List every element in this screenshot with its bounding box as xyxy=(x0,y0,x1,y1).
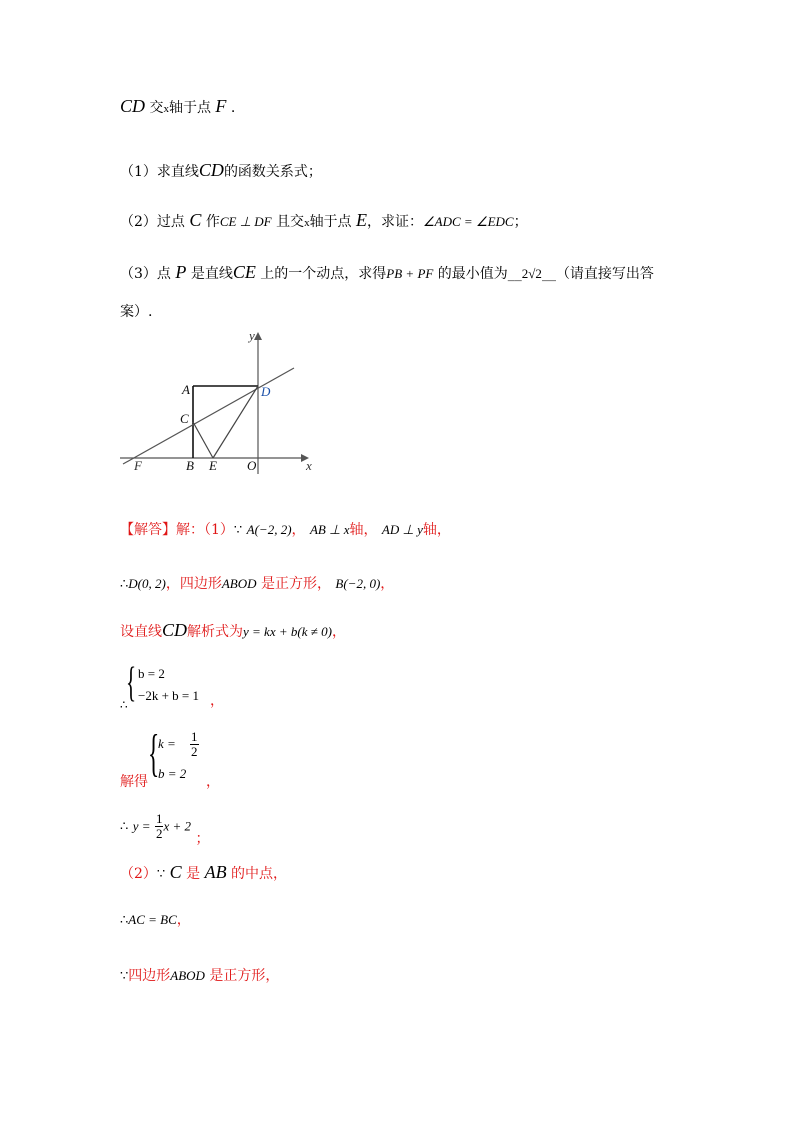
segment-ce xyxy=(193,422,213,458)
q1-label: （1）求直线 xyxy=(120,164,199,180)
therefore-symbol: ∴ xyxy=(120,912,129,927)
therefore-symbol: ∴ xyxy=(120,818,129,834)
segment-cd: CD xyxy=(120,96,146,116)
axis-text: 轴， xyxy=(349,522,378,538)
question-3 xyxy=(120,262,654,284)
comma: ， xyxy=(380,576,395,592)
equation-row: −2k + b = 1 xyxy=(138,688,199,703)
point-f: F xyxy=(215,96,227,116)
solution-line-3 xyxy=(120,620,346,642)
comma: ， xyxy=(176,912,191,928)
set-line-text: 设直线 xyxy=(120,624,162,640)
result-lhs: y = xyxy=(132,818,151,834)
part2-line-3 xyxy=(120,966,279,986)
q2-make: 作 xyxy=(205,214,220,230)
quad-abod: ABOD xyxy=(221,576,257,591)
brace-icon: { xyxy=(126,660,137,706)
result-line xyxy=(120,811,210,847)
comma: ， xyxy=(210,694,224,709)
q2-prove: ，求证： xyxy=(367,214,424,230)
point-a-coord: A(−2, 2) xyxy=(246,522,292,537)
therefore-symbol: ∴ xyxy=(120,576,129,591)
fraction xyxy=(190,730,199,759)
q1-tail: 的函数关系式； xyxy=(223,164,322,180)
comma: ， xyxy=(291,522,306,538)
point-c: C xyxy=(169,862,182,882)
label-o: O xyxy=(247,458,257,473)
solution-line-1 xyxy=(120,520,451,540)
solve-text xyxy=(120,772,220,792)
part2-line-2 xyxy=(120,910,191,930)
formula-text: 解析式为 xyxy=(187,624,244,640)
quad-text: ，四边形 xyxy=(165,576,222,592)
q2-cross: 且交 xyxy=(276,214,305,230)
denominator: 2 xyxy=(191,744,198,759)
x-var: x xyxy=(304,217,310,229)
segment-ce: CE xyxy=(232,262,256,282)
part2-line-1 xyxy=(120,862,287,884)
perp-condition: CE ⊥ DF xyxy=(219,214,272,229)
comma: ， xyxy=(206,774,220,790)
x-var: x xyxy=(163,103,169,115)
q3-label: （3）点 xyxy=(120,266,171,282)
intro-line xyxy=(120,96,235,119)
intro-axis: 轴于点 xyxy=(168,100,211,116)
axis-text: 轴， xyxy=(422,522,451,538)
because-symbol: ∵ xyxy=(156,866,166,881)
q2-semi: ； xyxy=(513,214,528,230)
solution-tag: 【解答】 xyxy=(120,522,176,538)
q3-moving: 上的一个动点，求得 xyxy=(260,266,387,282)
numerator: 1 xyxy=(155,811,163,826)
solve-label: 解得 xyxy=(120,774,148,790)
sum-expression: PB + PF xyxy=(386,266,434,281)
q3-on: 是直线 xyxy=(190,266,233,282)
point-d-coord: D(0, 2) xyxy=(128,576,166,591)
q2-label: （2）过点 xyxy=(120,214,185,230)
midpoint-text: 的中点， xyxy=(231,866,288,882)
quad-abod: ABOD xyxy=(170,968,205,983)
brace-icon: { xyxy=(148,725,160,782)
point-p: P xyxy=(175,262,187,282)
because-symbol: ∵ xyxy=(233,522,243,537)
label-x: x xyxy=(306,458,312,473)
label-f: F xyxy=(134,458,142,473)
q2-axis: 轴于点 xyxy=(309,214,352,230)
part2-label: （2） xyxy=(120,866,157,882)
segment-cd: CD xyxy=(162,620,188,640)
geometry-figure xyxy=(118,326,323,476)
ac-eq-bc: AC = BC xyxy=(128,912,177,927)
q3-line2: 案）. xyxy=(120,304,153,320)
square-text: 是正方形， xyxy=(260,576,331,592)
solution-lead: 解：（1） xyxy=(176,522,234,538)
comma: ， xyxy=(331,624,346,640)
answer-value: 2√2 xyxy=(521,266,542,281)
therefore-symbol: ∴ xyxy=(120,698,128,712)
label-a: A xyxy=(182,382,190,397)
result-rhs: x + 2 xyxy=(163,818,192,834)
label-d: D xyxy=(261,384,271,399)
equation-row: b = 2 xyxy=(138,666,165,681)
solution-line-2 xyxy=(120,574,394,594)
question-2 xyxy=(120,210,528,233)
denominator: 2 xyxy=(155,826,163,841)
intro-text: 交 xyxy=(149,100,164,116)
label-y: y xyxy=(249,328,255,343)
q3-min: 的最小值为__ xyxy=(437,266,522,282)
point-e: E xyxy=(356,210,368,230)
question-1 xyxy=(120,160,322,182)
label-b: B xyxy=(186,458,194,473)
line-equation: y = kx + b(k ≠ 0) xyxy=(243,624,332,639)
q3-blank: __（请直接写出答 xyxy=(541,266,654,282)
numerator: 1 xyxy=(191,729,198,744)
quad-text: 四边形 xyxy=(128,968,171,984)
ab-perp-x: AB ⊥ x xyxy=(309,522,350,537)
label-e: E xyxy=(209,458,217,473)
point-b-coord: B(−2, 0) xyxy=(335,576,381,591)
angle-equation: ∠ADC = ∠EDC xyxy=(423,214,514,229)
equation-row: b = 2 xyxy=(158,766,187,781)
segment-de xyxy=(213,386,258,458)
segment-ab: AB xyxy=(204,862,227,882)
is-text: 是 xyxy=(186,866,201,882)
because-symbol: ∵ xyxy=(120,968,129,983)
point-c: C xyxy=(189,210,202,230)
label-c: C xyxy=(180,411,189,426)
intro-end: . xyxy=(230,100,236,116)
equation-lhs: k = xyxy=(158,736,176,751)
semicolon: ； xyxy=(195,830,210,847)
y-arrow-icon xyxy=(254,332,262,340)
fraction-body xyxy=(190,730,199,759)
segment-cd: CD xyxy=(198,160,224,180)
square-text: 是正方形， xyxy=(209,968,280,984)
ad-perp-y: AD ⊥ y xyxy=(381,522,423,537)
